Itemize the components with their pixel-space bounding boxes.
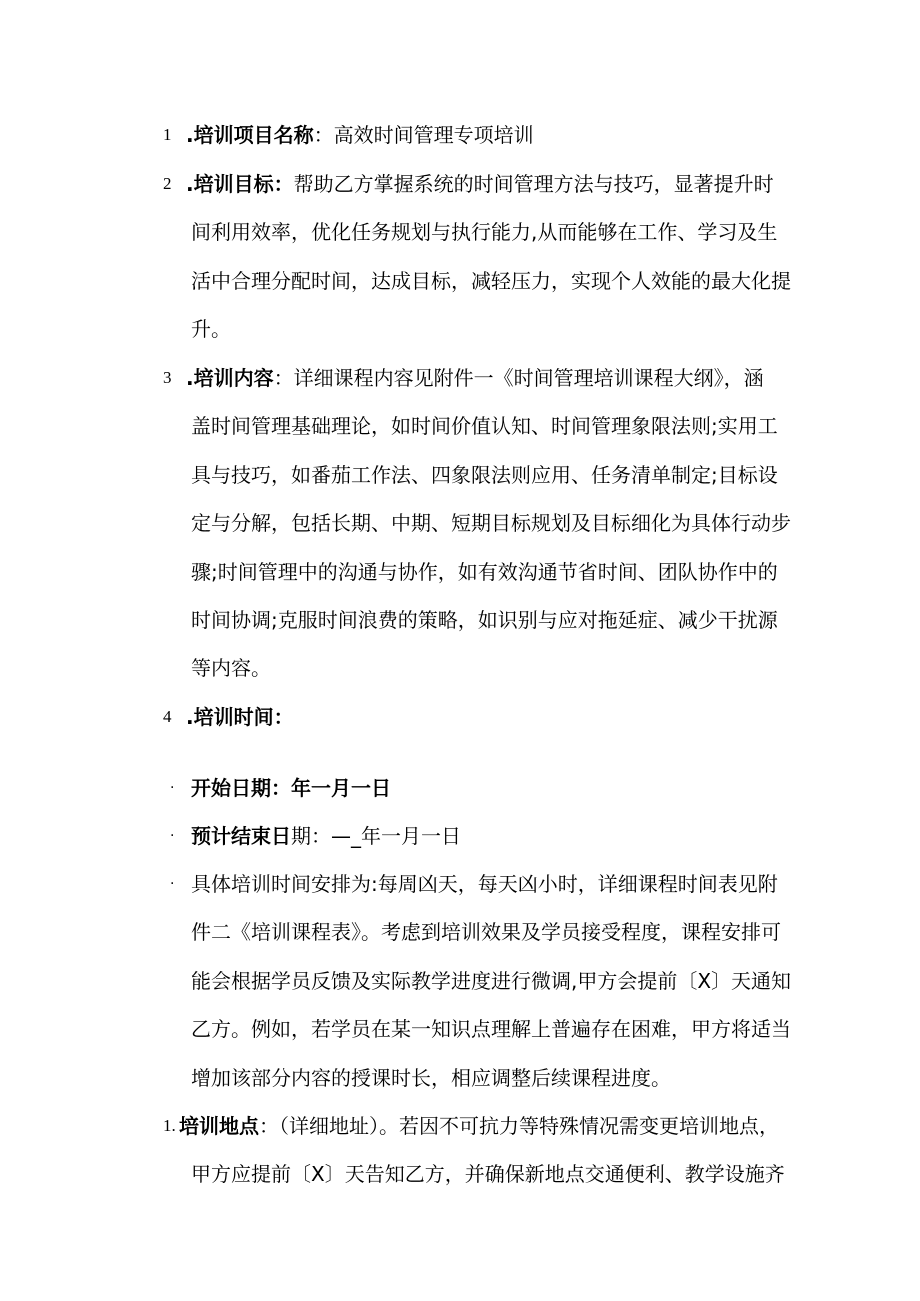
end-date-label: 预计结束日 <box>191 824 291 848</box>
item-2-text: 帮助乙方掌握系统的时间管理方法与技巧，显著提升时 <box>293 172 774 196</box>
end-date-text: 期：—_年一月一日 <box>291 824 461 848</box>
item-5-text: （详细地址）。若因不可抗力等特殊情况需变更培训地点， <box>279 1114 779 1138</box>
item-3-line: 等内容。 <box>191 656 271 680</box>
item-4-line <box>186 705 294 729</box>
item-3-line: 骤;时间管理中的沟通与协作，如有效沟通节省时间、团队协作中的 <box>191 560 778 584</box>
bullet-marker: · <box>170 780 175 796</box>
bullet-3-line: 能会根据学员反馈及实际教学进度进行微调,甲方会提前〔X〕天通知 <box>191 969 792 993</box>
item-1-text: 高效时间管理专项培训 <box>333 123 534 147</box>
item-2-title: .培训目标： <box>186 172 294 196</box>
item-4-title: .培训时间： <box>186 705 294 729</box>
item-number: 1. <box>163 1116 176 1135</box>
item-number: 3 <box>163 368 172 387</box>
item-2-line: 升。 <box>191 317 231 341</box>
item-3-line: 具与技巧，如番茄工作法、四象限法则应用、任务清单制定;目标设 <box>191 463 778 487</box>
bullet-3-line: 件二《培训课程表》。考虑到培训效果及学员接受程度，课程安排可 <box>191 920 781 944</box>
item-3-line: 时间协调;克服时间浪费的策略，如识别与应对拖延症、减少干扰源 <box>191 608 778 632</box>
item-3-line: 定与分解，包括长期、中期、短期目标规划及目标细化为具体行动步 <box>191 511 791 535</box>
item-5-line: 甲方应提前〔X〕天告知乙方，并确保新地点交通便利、教学设施齐 <box>191 1162 785 1186</box>
item-3-line: 盖时间管理基础理论，如时间价值认知、时间管理象限法则;实用工 <box>191 414 778 438</box>
item-1-line <box>186 123 534 147</box>
bullet-2-line <box>191 824 461 848</box>
item-1-separator: ： <box>313 123 334 147</box>
item-number: 2 <box>163 174 172 193</box>
bullet-marker: · <box>170 876 175 892</box>
item-2-line <box>186 172 774 196</box>
item-5-line <box>179 1114 779 1138</box>
item-3-line <box>186 366 764 390</box>
item-3-title: .培训内容 <box>186 366 274 390</box>
item-number: 1 <box>163 125 172 144</box>
bullet-3-line: 增加该部分内容的授课时长，相应调整后续课程进度。 <box>191 1066 671 1090</box>
bullet-3-line: 具体培训时间安排为:每周凶天，每天凶小时，详细课程时间表见附 <box>191 872 778 896</box>
item-2-line: 活中合理分配时间，达成目标，减轻压力，实现个人效能的最大化提 <box>191 269 791 293</box>
item-5-separator: ： <box>259 1114 279 1138</box>
bullet-marker: · <box>170 828 175 844</box>
start-date-label: 开始日期：年一月一日 <box>191 776 391 800</box>
bullet-1-line <box>191 776 391 800</box>
item-2-line: 间利用效率，优化任务规划与执行能力,从而能够在工作、学习及生 <box>191 220 778 244</box>
item-number: 4 <box>163 707 172 726</box>
item-3-separator: ： <box>273 366 294 390</box>
item-3-text: 详细课程内容见附件一《时间管理培训课程大纲》，涵 <box>293 366 764 390</box>
item-1-title: .培训项目名称 <box>186 123 314 147</box>
bullet-3-line: 乙方。例如，若学员在某一知识点理解上普遍存在困难，甲方将适当 <box>191 1017 791 1041</box>
item-5-title: 培训地点 <box>179 1114 259 1138</box>
